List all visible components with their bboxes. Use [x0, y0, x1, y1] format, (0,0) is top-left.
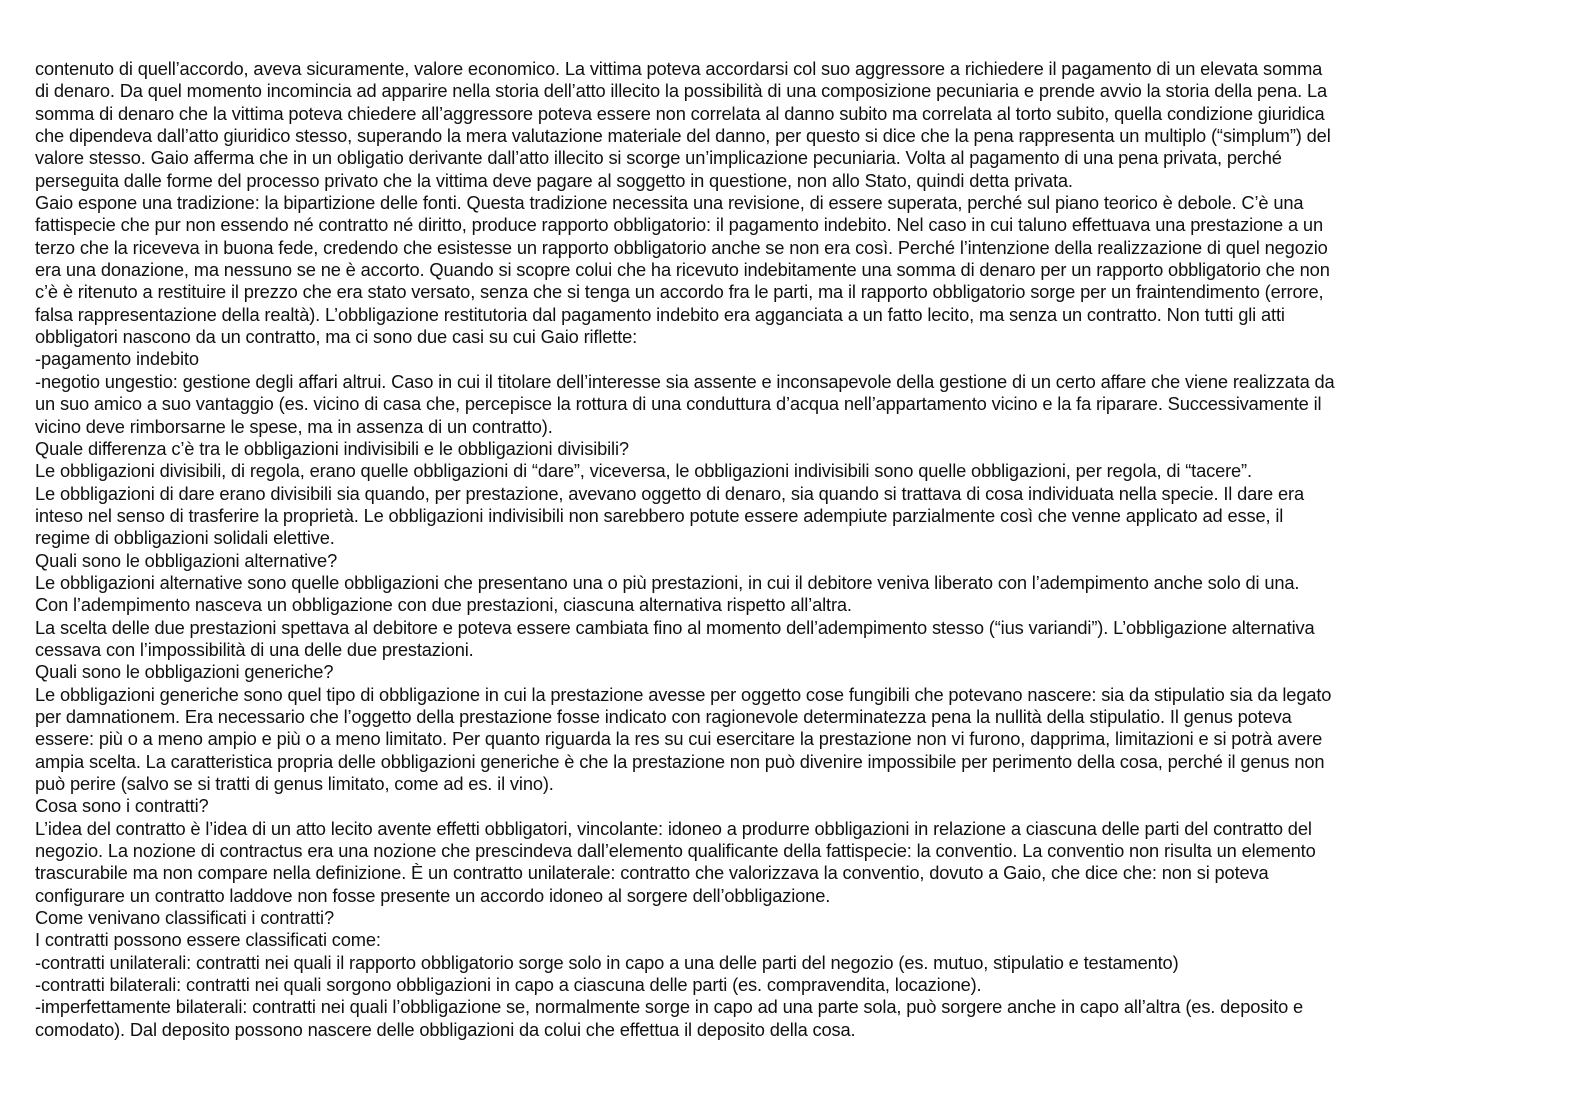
text-line: terzo che la riceveva in buona fede, credendo che esistesse un rapporto obbligatorio anche se non era così. Perché l’intenzione della realizzazione di quel negozio — [35, 236, 1328, 258]
text-line: contenuto di quell’accordo, aveva sicuramente, valore economico. La vittima poteva accordarsi col suo aggressore a richiedere il pagamento di un elevata somma — [35, 58, 1323, 79]
text-line: trascurabile ma non compare nella definizione. È un contratto unilaterale: contratto che valorizzava la conventio, dovuto a Gaio, che dice che: non si poteva — [35, 862, 1269, 884]
text-line: un suo amico a suo vantaggio (es. vicino di casa che, percepisce la rottura di una conduttura d’acqua nell’appartamento vicino e la fa riparare. Successivamente il — [35, 393, 1322, 415]
text-line: negozio. La nozione di contractus era una nozione che prescindeva dall’elemento qualificante della fattispecie: la conventio. La conventio non risulta un elemento — [35, 840, 1316, 862]
text-line: Quali sono le obbligazioni generiche? — [35, 661, 334, 683]
text-line: Cosa sono i contratti? — [35, 795, 209, 817]
text-line: -contratti bilaterali: contratti nei quali sorgono obbligazioni in capo a ciascuna delle parti (es. compravendita, locazione). — [35, 974, 982, 996]
text-line: Le obbligazioni di dare erano divisibili sia quando, per prestazione, avevano oggetto di denaro, sia quando si trattava di cosa individuata nella specie. Il dare era — [35, 482, 1304, 504]
text-line: -imperfettamente bilaterali: contratti nei quali l’obbligazione se, normalmente sorge in capo ad una parte sola, può sorgere anche in capo all’altra (es. deposito e — [35, 996, 1304, 1018]
text-line: Come venivano classificati i contratti? — [35, 907, 334, 929]
text-line: configurare un contratto laddove non fosse presente un accordo idoneo al sorgere dell’obbligazione. — [35, 884, 831, 906]
text-line: può perire (salvo se si tratti di genus limitato, come ad es. il vino). — [35, 773, 554, 794]
text-line: Con l’adempimento nasceva un obbligazione con due prestazioni, ciascuna alternativa rispetto all’altra. — [35, 594, 852, 616]
text-line: -contratti unilaterali: contratti nei quali il rapporto obbligatorio sorge solo in capo a una delle parti del negozio (es. mutuo, stipulatio e testamento) — [35, 951, 1179, 973]
text-line: vicino deve rimborsarne le spese, ma in assenza di un contratto). — [35, 415, 553, 437]
text-line: comodato). Dal deposito possono nascere delle obbligazioni da colui che effettua il deposito della cosa. — [35, 1018, 856, 1040]
text-line: -negotio ungestio: gestione degli affari altrui. Caso in cui il titolare dell’interesse sia assente e inconsapevole della gestione di un certo affare che viene realizzata da — [35, 370, 1335, 392]
text-line: per damnationem. Era necessario che l’oggetto della prestazione fosse indicato con ragionevole determinatezza pena la nullità della stipulatio. Il genus poteva — [35, 705, 1292, 727]
text-line: somma di denaro che la vittima poteva chiedere all’aggressore poteva essere non correlata al danno subito ma correlata al torto subito, quella condizione giuridica — [35, 102, 1325, 124]
text-line: valore stesso. Gaio afferma che in un obligatio derivante dall’atto illecito si scorge un’implicazione pecuniaria. Volta al pagamento di una pena privata, perché — [35, 147, 1282, 169]
text-line: inteso nel senso di trasferire la proprietà. Le obbligazioni indivisibili non sarebbero potute essere adempiute parzialmente così che venne applicato ad esse, il — [35, 504, 1284, 526]
text-line: obbligatori nascono da un contratto, ma ci sono due casi su cui Gaio riflette: — [35, 326, 638, 348]
text-line: L’idea del contratto è l’idea di un atto lecito avente effetti obbligatori, vincolante: idoneo a produrre obbligazioni in relazione a ciascuna delle parti del contratto del — [35, 817, 1312, 839]
text-line: La scelta delle due prestazioni spettava al debitore e poteva essere cambiata fino al momento dell’adempimento stesso (“ius variandi”). L’obbligazione alternativa — [35, 616, 1315, 638]
text-line: cessava con l’impossibilità di una delle due prestazioni. — [35, 638, 474, 660]
text-line: fattispecie che pur non essendo né contratto né diritto, produce rapporto obbligatorio: il pagamento indebito. Nel caso in cui taluno effettuava una prestazione a un — [35, 214, 1323, 236]
text-line: Quale differenza c’è tra le obbligazioni indivisibili e le obbligazioni divisibili? — [35, 437, 629, 459]
text-line: ampia scelta. La caratteristica propria delle obbligazioni generiche è che la prestazione non può divenire impossibile per perimento della cosa, perché il genus non — [35, 750, 1325, 772]
document-page — [35, 58, 1545, 1041]
text-line: era una donazione, ma nessuno se ne è accorto. Quando si scopre colui che ha ricevuto indebitamente una somma di denaro per un rapporto obbligatorio che non — [35, 259, 1330, 281]
text-line: regime di obbligazioni solidali elettive. — [35, 527, 335, 549]
text-line: I contratti possono essere classificati come: — [35, 929, 381, 951]
text-line: Quali sono le obbligazioni alternative? — [35, 549, 338, 571]
text-line: Gaio espone una tradizione: la bipartizione delle fonti. Questa tradizione necessita una revisione, di essere superata, perché sul piano teorico è debole. C’è una — [35, 192, 1304, 214]
text-line: essere: più o a meno ampio e più o a meno limitato. Per quanto riguarda la res su cui esercitare la prestazione non vi furono, dapprima, limitazioni e si potrà avere — [35, 728, 1323, 750]
text-line: -pagamento indebito — [35, 348, 199, 370]
text-line: c’è è ritenuto a restituire il prezzo che era stato versato, senza che si tenga un accordo fra le parti, ma il rapporto obbligatorio sorge per un fraintendimento (errore, — [35, 281, 1324, 303]
text-line: perseguita dalle forme del processo privato che la vittima deve pagare al soggetto in questione, non allo Stato, quindi detta privata. — [35, 169, 1073, 191]
text-line: che dipendeva dall’atto giuridico stesso, superando la mera valutazione materiale del danno, per questo si dice che la pena rappresenta un multiplo (“simplum”) del — [35, 125, 1331, 147]
text-line: Le obbligazioni divisibili, di regola, erano quelle obbligazioni di “dare”, viceversa, le obbligazioni indivisibili sono quelle obbligazioni, per regola, di “tacere”. — [35, 460, 1252, 482]
text-line: di denaro. Da quel momento incomincia ad apparire nella storia dell’atto illecito la possibilità di una composizione pecuniaria e prende avvio la storia della pena. La — [35, 80, 1327, 102]
text-line: Le obbligazioni generiche sono quel tipo di obbligazione in cui la prestazione avesse per oggetto cose fungibili che potevano nascere: sia da stipulatio sia da legato — [35, 683, 1332, 705]
text-line: falsa rappresentazione della realtà). L’obbligazione restitutoria dal pagamento indebito era agganciata a un fatto lecito, ma senza un contratto. Non tutti gli atti — [35, 303, 1285, 325]
text-line: Le obbligazioni alternative sono quelle obbligazioni che presentano una o più prestazioni, in cui il debitore veniva liberato con l’adempimento anche solo di una. — [35, 571, 1300, 593]
